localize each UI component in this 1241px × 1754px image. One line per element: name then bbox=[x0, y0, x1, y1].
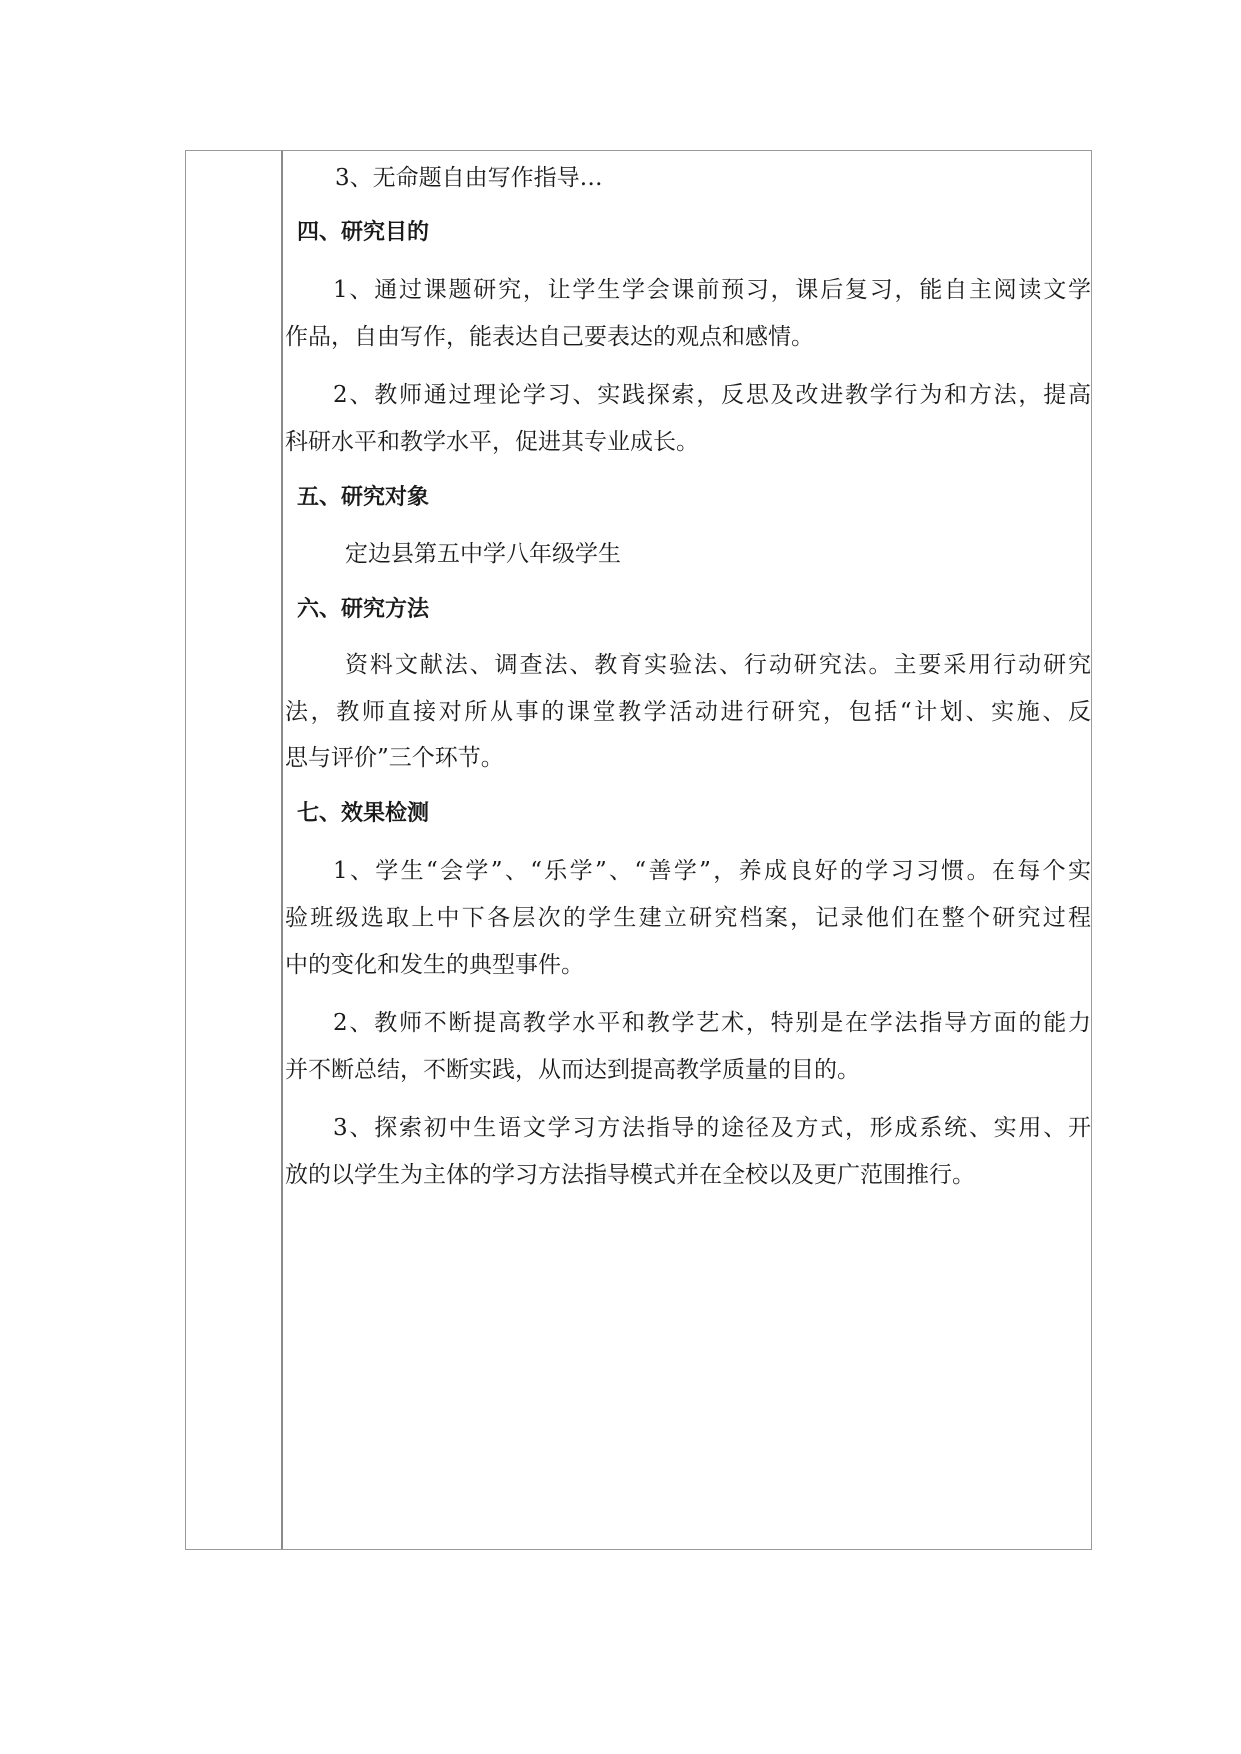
heading-research-object: 五、研究对象 bbox=[297, 485, 430, 510]
effect-p1-line1: 1、学生“会学”、“乐学”、“善学”，养成良好的学习习惯。在每个实 bbox=[333, 858, 1091, 884]
method-line2: 法，教师直接对所从事的课堂教学活动进行研究，包括“计划、实施、反 bbox=[285, 699, 1091, 725]
effect-p1-line3: 中的变化和发生的典型事件。 bbox=[285, 952, 584, 978]
purpose-p1-line2: 作品，自由写作，能表达自己要表达的观点和感情。 bbox=[285, 324, 814, 350]
item-3-free-writing: 3、无命题自由写作指导… bbox=[335, 165, 603, 191]
effect-p2-line2: 并不断总结，不断实践，从而达到提高教学质量的目的。 bbox=[285, 1057, 860, 1083]
effect-p3-line2: 放的以学生为主体的学习方法指导模式并在全校以及更广范围推行。 bbox=[285, 1162, 975, 1188]
purpose-p2-line2: 科研水平和教学水平，促进其专业成长。 bbox=[285, 429, 699, 455]
method-line3: 思与评价”三个环节。 bbox=[285, 745, 504, 771]
effect-p2-line1: 2、教师不断提高教学水平和教学艺术，特别是在学法指导方面的能力 bbox=[333, 1010, 1091, 1036]
effect-p1-line2: 验班级选取上中下各层次的学生建立研究档案，记录他们在整个研究过程 bbox=[285, 905, 1091, 931]
purpose-p2-line1: 2、教师通过理论学习、实践探索，反思及改进教学行为和方法，提高 bbox=[333, 382, 1091, 408]
purpose-p1-line1: 1、通过课题研究，让学生学会课前预习，课后复习，能自主阅读文学 bbox=[333, 277, 1091, 303]
heading-effect-check: 七、效果检测 bbox=[297, 801, 430, 826]
object-text: 定边县第五中学八年级学生 bbox=[345, 541, 621, 567]
document-table bbox=[185, 150, 1092, 1550]
table-content-cell bbox=[283, 151, 1091, 1549]
effect-p3-line1: 3、探索初中生语文学习方法指导的途径及方式，形成系统、实用、开 bbox=[333, 1115, 1091, 1141]
heading-research-purpose: 四、研究目的 bbox=[297, 220, 430, 245]
table-left-column bbox=[186, 151, 283, 1549]
heading-research-method: 六、研究方法 bbox=[297, 597, 430, 622]
method-line1: 资料文献法、调查法、教育实验法、行动研究法。主要采用行动研究 bbox=[345, 652, 1091, 678]
